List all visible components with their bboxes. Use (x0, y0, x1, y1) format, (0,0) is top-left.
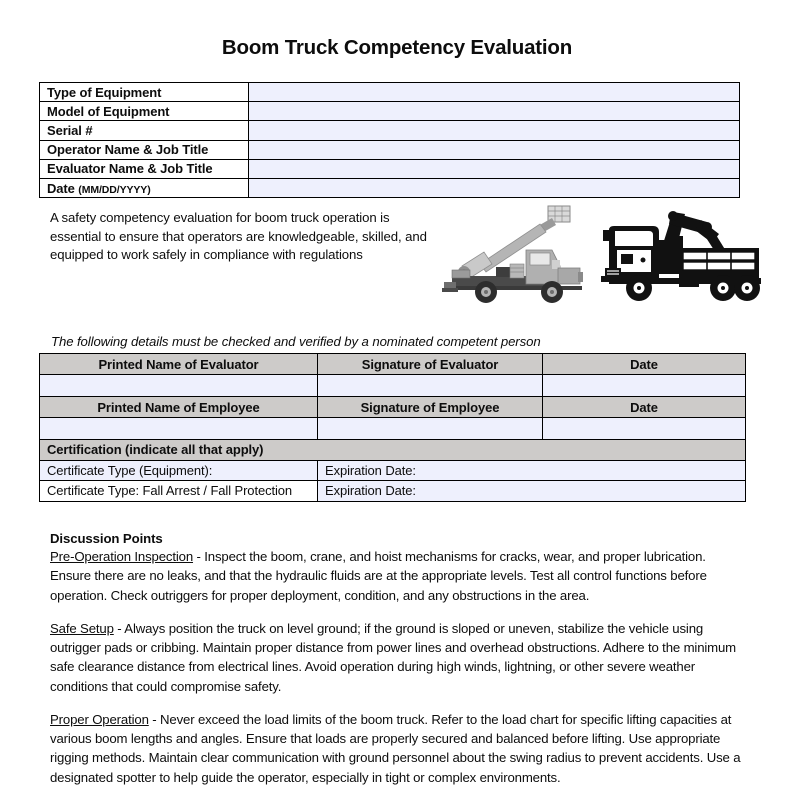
discussion-point-safe-setup (50, 619, 747, 696)
verification-certification-table (39, 353, 746, 502)
info-label-model-of-equipment (40, 102, 249, 121)
certification-heading: Certification (indicate all that apply) (40, 440, 746, 461)
discussion-term: Proper Operation (50, 711, 149, 727)
intro-paragraph: A safety competency evaluation for boom truck operation is essential to ensure that operators are knowledgeable, skilled, and equipped to work safely in compliance with regulations (50, 210, 427, 263)
discussion-body: - Never exceed the load limits of the boom truck. Refer to the load chart for specific lifting capacities at various boom lengths and angles. Ensure that loads are properly secured and balanced before lifting. Use appropriate rigging methods. Maintain clear communication with ground personnel about the swing radius to prevent accidents. Use a designated spotter to help guide the operator, especially in tight or complex environments. (50, 711, 741, 785)
page-title: Boom Truck Competency Evaluation (221, 36, 573, 59)
verification-note: The following details must be checked and verified by a nominated competent person (51, 334, 541, 349)
discussion-point-pre-operation-inspection (50, 547, 747, 605)
header-signature-of-evaluator: Signature of Evaluator (318, 354, 543, 375)
crane-boom-truck-illustration (595, 200, 780, 308)
info-field-evaluator-name[interactable] (249, 159, 740, 178)
table-row-certification-heading (40, 440, 746, 461)
field-employee-date[interactable] (543, 418, 746, 440)
info-field-operator-name[interactable] (249, 140, 740, 159)
table-row (40, 102, 740, 121)
label-text: Operator Name & Job Title (47, 142, 209, 158)
info-label-evaluator-name (40, 159, 249, 178)
table-row-certificate-equipment (40, 460, 746, 481)
table-row-evaluator-values (40, 375, 746, 397)
field-printed-name-of-employee[interactable] (40, 418, 318, 440)
field-evaluator-date[interactable] (543, 375, 746, 397)
info-label-serial-number (40, 121, 249, 140)
info-field-serial-number[interactable] (249, 121, 740, 140)
header-printed-name-of-evaluator: Printed Name of Evaluator (40, 354, 318, 375)
date-format-hint: (MM/DD/YYYY) (78, 183, 151, 196)
equipment-info-table (39, 82, 740, 198)
label-text: Type of Equipment (47, 84, 162, 100)
label-text: Serial # (47, 122, 93, 138)
info-label-date (40, 178, 249, 197)
table-row (40, 159, 740, 178)
discussion-points-heading: Discussion Points (50, 531, 163, 546)
info-label-type-of-equipment (40, 83, 249, 102)
certificate-fall-protection-expiration-label[interactable]: Expiration Date: (318, 481, 746, 502)
table-row-certificate-fall-protection (40, 481, 746, 502)
table-row-evaluator-headers (40, 354, 746, 375)
bucket-boom-truck-illustration (440, 204, 590, 306)
table-row (40, 178, 740, 197)
info-field-model-of-equipment[interactable] (249, 102, 740, 121)
field-printed-name-of-evaluator[interactable] (40, 375, 318, 397)
discussion-body: - Inspect the boom, crane, and hoist mechanisms for cracks, wear, and proper lubrication. Ensure there are no leaks, and that the hydraulic fluids are at the appropriate levels. Test all control functions before operation. Check outriggers for proper deployment, condition, and any obstructions in the area. (50, 549, 707, 603)
label-text: Model of Equipment (47, 103, 170, 119)
discussion-body: - Always position the truck on level ground; if the ground is sloped or uneven, stabilize the vehicle using outrigger pads or cribbing. Maintain proper distance from power lines and overhead obstructions. Adhere to the minimum safe clearance distance from electrical lines. Avoid operation during high winds, lightning, or other severe weather conditions that could compromise safety. (50, 620, 737, 694)
table-row (40, 140, 740, 159)
certificate-type-equipment-label[interactable]: Certificate Type (Equipment): (40, 460, 318, 481)
certificate-equipment-expiration-label[interactable]: Expiration Date: (318, 460, 746, 481)
info-field-type-of-equipment[interactable] (249, 83, 740, 102)
discussion-points-section (50, 531, 747, 787)
label-text: Evaluator Name & Job Title (47, 161, 213, 177)
label-text: Date (47, 180, 75, 196)
info-label-operator-name (40, 140, 249, 159)
table-row (40, 83, 740, 102)
discussion-term: Pre-Operation Inspection (50, 549, 194, 564)
discussion-term: Safe Setup (50, 620, 114, 636)
discussion-point-proper-operation (50, 710, 747, 787)
header-employee-date: Date (543, 397, 746, 418)
table-row-employee-headers (40, 397, 746, 418)
header-signature-of-employee: Signature of Employee (318, 397, 543, 418)
header-evaluator-date: Date (543, 354, 746, 375)
header-printed-name-of-employee: Printed Name of Employee (40, 397, 318, 418)
certificate-type-fall-protection-label[interactable]: Certificate Type: Fall Arrest / Fall Protection (40, 481, 318, 502)
table-row (40, 121, 740, 140)
info-field-date[interactable] (249, 178, 740, 197)
illustration-row (440, 200, 780, 310)
field-signature-of-employee[interactable] (318, 418, 543, 440)
table-row-employee-values (40, 418, 746, 440)
field-signature-of-evaluator[interactable] (318, 375, 543, 397)
